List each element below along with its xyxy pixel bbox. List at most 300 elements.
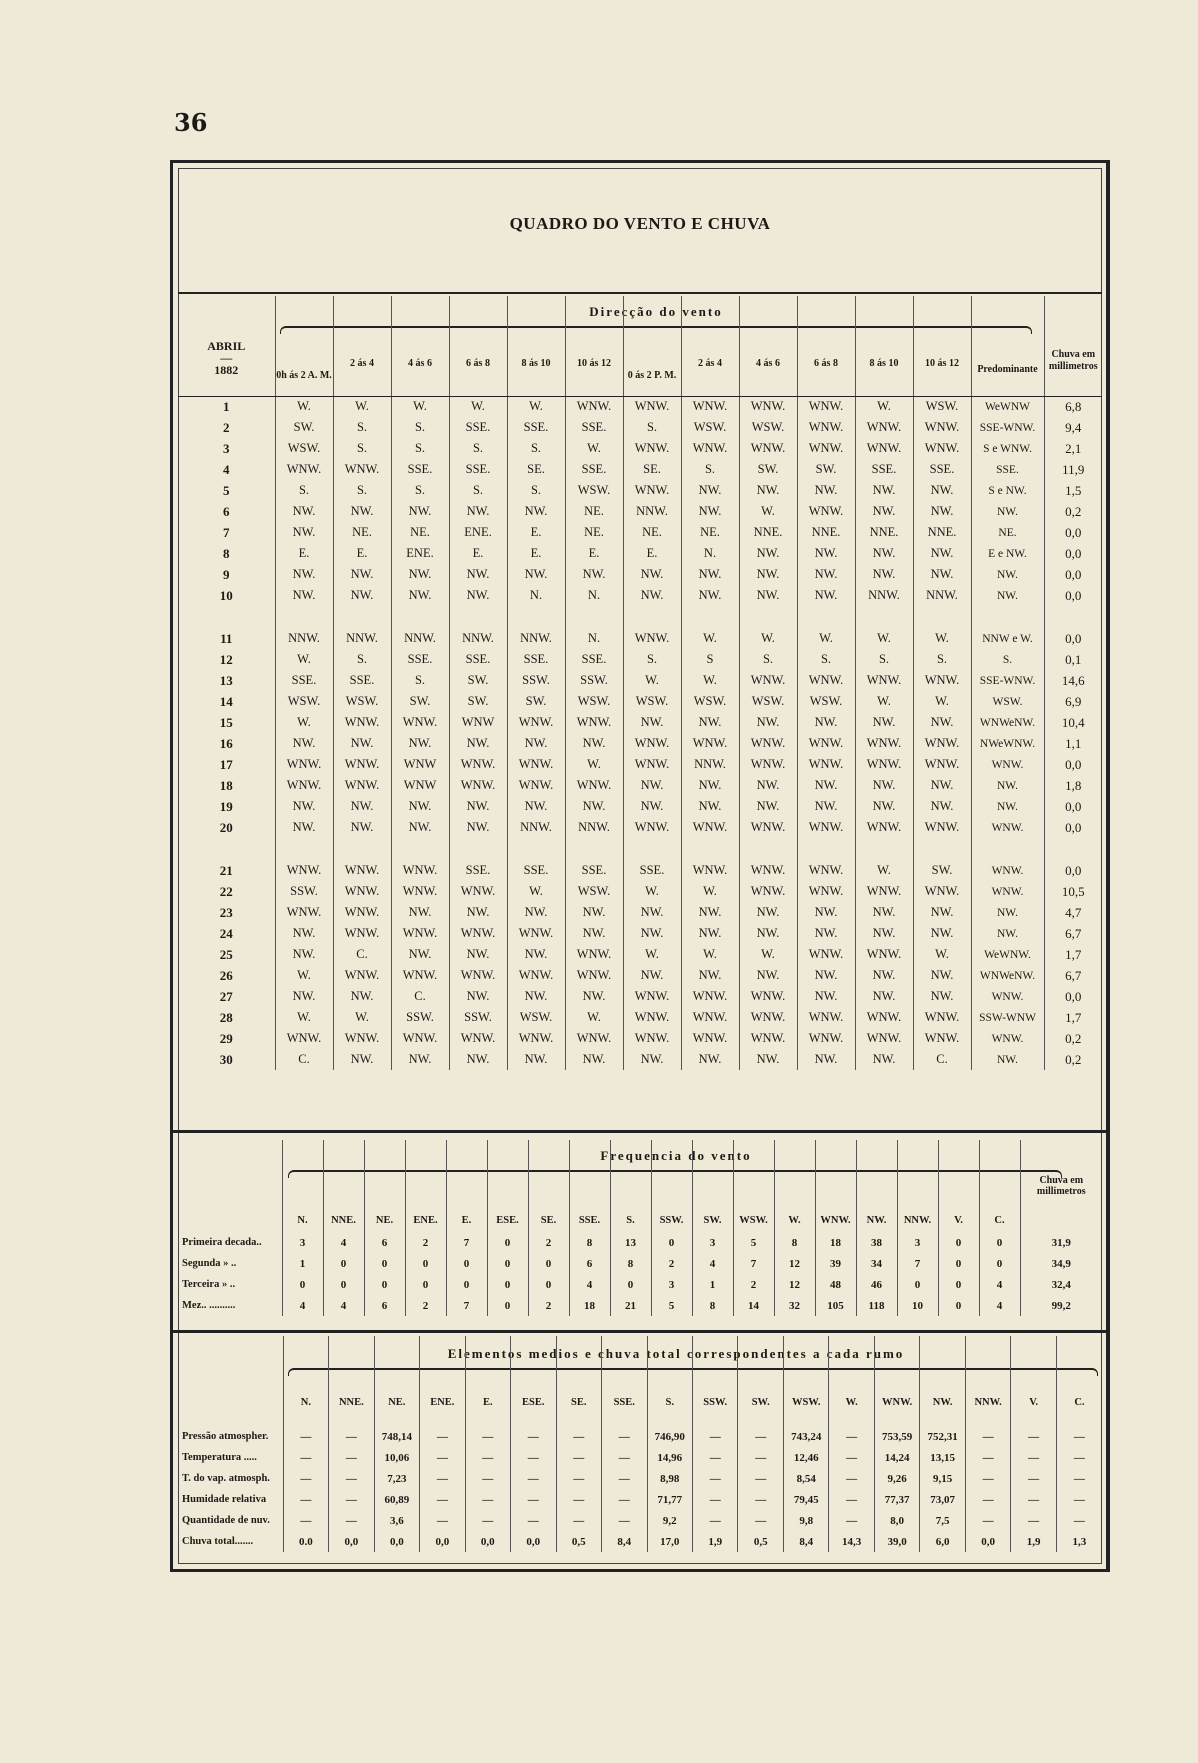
direction-cell: SW. bbox=[913, 860, 971, 881]
table-row bbox=[178, 438, 1102, 459]
elements-cell: 13,15 bbox=[920, 1447, 965, 1468]
elements-cell: — bbox=[602, 1489, 647, 1510]
day-cell: 29 bbox=[178, 1028, 275, 1049]
col-header-1: 2 ás 4 bbox=[333, 296, 391, 396]
decade-gap-row bbox=[178, 838, 1102, 860]
day-cell: 15 bbox=[178, 712, 275, 733]
elements-cell: — bbox=[283, 1510, 328, 1531]
direction-cell: SW. bbox=[391, 691, 449, 712]
elements-cell: — bbox=[420, 1426, 465, 1447]
direction-cell: WNW. bbox=[739, 438, 797, 459]
elements-cell: 0,5 bbox=[738, 1531, 783, 1552]
table-row bbox=[178, 1426, 1102, 1447]
direction-cell: NE. bbox=[623, 522, 681, 543]
rain-cell: 0,0 bbox=[1065, 587, 1082, 603]
direction-cell: E. bbox=[449, 543, 507, 564]
col-header-7: 2 ás 4 bbox=[681, 296, 739, 396]
gap-cell bbox=[623, 606, 681, 628]
direction-cell: NNW. bbox=[565, 817, 623, 838]
direction-cell: WNW. bbox=[565, 965, 623, 986]
predominant-cell: SSE. bbox=[971, 459, 1044, 480]
direction-cell: NW. bbox=[449, 944, 507, 965]
direction-cell: S. bbox=[681, 459, 739, 480]
elements-cell: 0,0 bbox=[511, 1531, 556, 1552]
direction-cell: SSE. bbox=[449, 417, 507, 438]
elements-row-label: Chuva total....... bbox=[178, 1531, 283, 1552]
direction-cell: WNW. bbox=[333, 1028, 391, 1049]
direction-cell: W. bbox=[565, 754, 623, 775]
frequency-cell: 3 bbox=[282, 1232, 323, 1253]
direction-cell: WNW. bbox=[275, 754, 333, 775]
direction-cell: WNW. bbox=[333, 902, 391, 923]
frequency-cell: 0 bbox=[651, 1232, 692, 1253]
direction-cell: WNW. bbox=[391, 881, 449, 902]
direction-cell: WNW. bbox=[565, 944, 623, 965]
direction-cell: WNW. bbox=[333, 775, 391, 796]
elements-direction-header: E. bbox=[465, 1336, 510, 1426]
frequency-direction-header: E. bbox=[446, 1140, 487, 1232]
elements-row-label: Pressão atmospher. bbox=[178, 1426, 283, 1447]
wind-header-rule bbox=[178, 396, 1102, 397]
direction-cell: W. bbox=[507, 881, 565, 902]
direction-cell: WNW. bbox=[739, 860, 797, 881]
direction-cell: NW. bbox=[391, 564, 449, 585]
direction-cell: SSE. bbox=[565, 459, 623, 480]
direction-cell: NNW. bbox=[333, 628, 391, 649]
rain-cell: 6,8 bbox=[1065, 398, 1082, 414]
direction-cell: WNW. bbox=[507, 775, 565, 796]
elements-cell: — bbox=[420, 1510, 465, 1531]
direction-cell: W. bbox=[797, 628, 855, 649]
direction-cell: NW. bbox=[797, 1049, 855, 1070]
frequency-cell: 10 bbox=[897, 1295, 938, 1316]
direction-cell: WNW. bbox=[623, 396, 681, 417]
rain-cell: 10,4 bbox=[1061, 714, 1085, 730]
day-cell: 23 bbox=[178, 902, 275, 923]
direction-cell: WNW. bbox=[333, 860, 391, 881]
direction-cell: NW. bbox=[855, 923, 913, 944]
day-cell: 20 bbox=[178, 817, 275, 838]
gap-cell bbox=[449, 606, 507, 628]
direction-cell: W. bbox=[681, 670, 739, 691]
table-row bbox=[178, 1468, 1102, 1489]
direction-cell: WNW. bbox=[913, 733, 971, 754]
direction-cell: NW. bbox=[855, 965, 913, 986]
col-header-9: 6 ás 8 bbox=[797, 296, 855, 396]
frequency-cell: 21 bbox=[610, 1295, 651, 1316]
direction-cell: E. bbox=[507, 522, 565, 543]
direction-cell: NW. bbox=[565, 1049, 623, 1070]
frequency-cell: 2 bbox=[733, 1274, 774, 1295]
direction-cell: WNW. bbox=[855, 1007, 913, 1028]
direction-cell: WNW. bbox=[681, 860, 739, 881]
direction-cell: NW. bbox=[739, 480, 797, 501]
direction-cell: WNW. bbox=[333, 881, 391, 902]
frequency-cell: 18 bbox=[815, 1232, 856, 1253]
table-row bbox=[178, 1489, 1102, 1510]
day-cell: 2 bbox=[178, 417, 275, 438]
frequency-direction-header: N. bbox=[282, 1140, 323, 1232]
direction-cell: NW. bbox=[681, 585, 739, 606]
elements-cell: — bbox=[738, 1468, 783, 1489]
frequency-cell: 14 bbox=[733, 1295, 774, 1316]
predominant-cell: S e WNW. bbox=[971, 438, 1044, 459]
day-cell: 16 bbox=[178, 733, 275, 754]
direction-cell: WNW. bbox=[797, 501, 855, 522]
direction-cell: SSW. bbox=[275, 881, 333, 902]
frequency-cell: 8 bbox=[569, 1232, 610, 1253]
direction-cell: NW. bbox=[797, 775, 855, 796]
frequency-cell: 7 bbox=[446, 1232, 487, 1253]
gap-cell bbox=[565, 838, 623, 860]
frequency-cell: 6 bbox=[364, 1295, 405, 1316]
direction-cell: C. bbox=[913, 1049, 971, 1070]
elements-cell: — bbox=[556, 1489, 601, 1510]
rain-header: Chuva em millimetros bbox=[1048, 349, 1098, 372]
frequency-cell: 5 bbox=[651, 1295, 692, 1316]
direction-cell: S. bbox=[449, 480, 507, 501]
col-header-5: 10 ás 12 bbox=[565, 296, 623, 396]
elements-cell: 73,07 bbox=[920, 1489, 965, 1510]
predominant-cell: WNW. bbox=[971, 986, 1044, 1007]
direction-cell: S. bbox=[913, 649, 971, 670]
direction-cell: W. bbox=[681, 944, 739, 965]
wind-section-title: Direcção do vento bbox=[589, 304, 723, 319]
title-rule bbox=[178, 292, 1102, 294]
direction-cell: WNW. bbox=[449, 965, 507, 986]
gap-cell bbox=[913, 606, 971, 628]
direction-cell: NW. bbox=[275, 923, 333, 944]
direction-cell: E. bbox=[565, 543, 623, 564]
direction-cell: S. bbox=[739, 649, 797, 670]
elements-header-row bbox=[178, 1336, 1102, 1426]
frequency-cell: 48 bbox=[815, 1274, 856, 1295]
elements-cell: — bbox=[1073, 1493, 1085, 1506]
direction-cell: SSE. bbox=[507, 417, 565, 438]
frequency-rain-cell: 32,4 bbox=[1051, 1278, 1071, 1291]
day-cell: 18 bbox=[178, 775, 275, 796]
direction-cell: SSE. bbox=[565, 417, 623, 438]
rain-cell: 10,5 bbox=[1061, 883, 1085, 899]
day-cell: 30 bbox=[178, 1049, 275, 1070]
direction-cell: WNW. bbox=[623, 1007, 681, 1028]
direction-cell: NW. bbox=[333, 501, 391, 522]
direction-cell: NW. bbox=[275, 585, 333, 606]
direction-cell: NW. bbox=[681, 564, 739, 585]
direction-cell: NW. bbox=[275, 817, 333, 838]
direction-cell: S. bbox=[507, 480, 565, 501]
direction-cell: S. bbox=[391, 438, 449, 459]
direction-cell: SW. bbox=[449, 670, 507, 691]
frequency-cell: 0 bbox=[405, 1274, 446, 1295]
direction-cell: WSW. bbox=[797, 691, 855, 712]
direction-cell: WNW bbox=[449, 712, 507, 733]
table-row bbox=[178, 923, 1102, 944]
elements-cell: — bbox=[692, 1489, 737, 1510]
day-cell: 27 bbox=[178, 986, 275, 1007]
elements-cell: — bbox=[692, 1510, 737, 1531]
direction-cell: WSW. bbox=[739, 691, 797, 712]
gap-cell bbox=[797, 838, 855, 860]
direction-cell: NW. bbox=[449, 733, 507, 754]
elements-cell: 17,0 bbox=[647, 1531, 692, 1552]
direction-cell: N. bbox=[507, 585, 565, 606]
frequency-cell: 2 bbox=[528, 1295, 569, 1316]
direction-cell: E. bbox=[507, 543, 565, 564]
direction-cell: WNW. bbox=[855, 670, 913, 691]
col-header-0: 0h ás 2 A. M. bbox=[275, 296, 333, 396]
direction-cell: NW. bbox=[275, 796, 333, 817]
rain-cell: 2,1 bbox=[1065, 440, 1082, 456]
elements-cell: — bbox=[283, 1447, 328, 1468]
rain-cell: 11,9 bbox=[1062, 461, 1085, 477]
frequency-cell: 0 bbox=[938, 1274, 979, 1295]
gap-cell bbox=[391, 838, 449, 860]
direction-cell: NW. bbox=[739, 564, 797, 585]
direction-cell: S. bbox=[391, 417, 449, 438]
day-cell: 3 bbox=[178, 438, 275, 459]
gap-cell bbox=[739, 606, 797, 628]
elements-cell: — bbox=[329, 1447, 374, 1468]
predominant-cell: E e NW. bbox=[971, 543, 1044, 564]
table-row bbox=[178, 1531, 1102, 1552]
frequency-direction-header: NNE. bbox=[323, 1140, 364, 1232]
elements-row-label: Humidade relativa bbox=[178, 1489, 283, 1510]
direction-cell: NW. bbox=[855, 986, 913, 1007]
direction-cell: NW. bbox=[275, 501, 333, 522]
frequency-direction-header: SW. bbox=[692, 1140, 733, 1232]
frequency-cell: 0 bbox=[528, 1274, 569, 1295]
frequency-cell: 4 bbox=[569, 1274, 610, 1295]
predominant-cell: SSW-WNW bbox=[971, 1007, 1044, 1028]
direction-cell: WNW. bbox=[855, 438, 913, 459]
direction-cell: NNW. bbox=[913, 585, 971, 606]
frequency-rain-cell: 31,9 bbox=[1051, 1236, 1071, 1249]
direction-cell: NW. bbox=[913, 775, 971, 796]
direction-cell: W. bbox=[391, 396, 449, 417]
elements-cell: 8,98 bbox=[647, 1468, 692, 1489]
frequency-direction-header: NE. bbox=[364, 1140, 405, 1232]
direction-cell: NW. bbox=[449, 1049, 507, 1070]
direction-cell: NW. bbox=[797, 564, 855, 585]
frequency-row-label: Terceira » .. bbox=[178, 1274, 282, 1295]
direction-cell: WSW. bbox=[565, 881, 623, 902]
day-cell: 26 bbox=[178, 965, 275, 986]
frequency-cell: 0 bbox=[446, 1253, 487, 1274]
elements-row-label: T. do vap. atmosph. bbox=[178, 1468, 283, 1489]
frequency-direction-header: WSW. bbox=[733, 1140, 774, 1232]
frequency-rain-header: Chuva em millimetros bbox=[1036, 1175, 1086, 1197]
direction-cell: WNW. bbox=[507, 712, 565, 733]
col-header-2: 4 ás 6 bbox=[391, 296, 449, 396]
elements-cell: 0,0 bbox=[465, 1531, 510, 1552]
elements-cell: 14,96 bbox=[647, 1447, 692, 1468]
direction-cell: W. bbox=[681, 881, 739, 902]
direction-cell: W. bbox=[739, 501, 797, 522]
direction-cell: W. bbox=[855, 691, 913, 712]
direction-cell: SE. bbox=[623, 459, 681, 480]
direction-cell: E. bbox=[623, 543, 681, 564]
frequency-cell: 4 bbox=[323, 1232, 364, 1253]
frequency-cell: 4 bbox=[282, 1295, 323, 1316]
direction-cell: WNW. bbox=[449, 754, 507, 775]
rain-cell: 0,0 bbox=[1065, 862, 1082, 878]
table-row bbox=[178, 670, 1102, 691]
predominant-cell: SSE-WNW. bbox=[971, 417, 1044, 438]
predominant-cell: S. bbox=[971, 649, 1044, 670]
direction-cell: SSW. bbox=[507, 670, 565, 691]
direction-cell: NW. bbox=[797, 796, 855, 817]
direction-cell: NW. bbox=[623, 585, 681, 606]
direction-cell: WNW. bbox=[855, 417, 913, 438]
direction-cell: NW. bbox=[449, 564, 507, 585]
rain-cell: 0,1 bbox=[1065, 651, 1082, 667]
table-row bbox=[178, 396, 1102, 417]
predominant-cell: WNW. bbox=[971, 754, 1044, 775]
direction-cell: NW. bbox=[333, 1049, 391, 1070]
frequency-cell: 118 bbox=[856, 1295, 897, 1316]
elements-direction-header: ENE. bbox=[420, 1336, 465, 1426]
frequency-cell: 0 bbox=[323, 1253, 364, 1274]
direction-cell: NW. bbox=[681, 1049, 739, 1070]
direction-cell: WNW. bbox=[507, 1028, 565, 1049]
direction-cell: W. bbox=[739, 944, 797, 965]
direction-cell: SSE. bbox=[507, 649, 565, 670]
elements-cell: 71,77 bbox=[647, 1489, 692, 1510]
direction-cell: E. bbox=[333, 543, 391, 564]
frequency-cell: 7 bbox=[897, 1253, 938, 1274]
frequency-direction-header: ENE. bbox=[405, 1140, 446, 1232]
direction-cell: NW. bbox=[855, 712, 913, 733]
frequency-direction-header: SSE. bbox=[569, 1140, 610, 1232]
direction-cell: NW. bbox=[797, 902, 855, 923]
elements-cell: 6,0 bbox=[920, 1531, 965, 1552]
elements-cell: 9,8 bbox=[783, 1510, 828, 1531]
frequency-cell: 3 bbox=[651, 1274, 692, 1295]
day-cell: 14 bbox=[178, 691, 275, 712]
direction-cell: WSW. bbox=[565, 691, 623, 712]
direction-cell: NW. bbox=[275, 944, 333, 965]
elements-cell: 1,9 bbox=[1011, 1531, 1056, 1552]
direction-cell: S. bbox=[391, 480, 449, 501]
elements-cell: 1,9 bbox=[692, 1531, 737, 1552]
rain-cell: 1,7 bbox=[1065, 946, 1082, 962]
direction-cell: WSW. bbox=[275, 691, 333, 712]
page-number: 36 bbox=[174, 108, 208, 137]
direction-cell: C. bbox=[275, 1049, 333, 1070]
elements-cell: — bbox=[420, 1489, 465, 1510]
table-row bbox=[178, 712, 1102, 733]
direction-cell: WSW. bbox=[275, 438, 333, 459]
elements-cell: — bbox=[692, 1426, 737, 1447]
table-row bbox=[178, 796, 1102, 817]
direction-cell: NW. bbox=[739, 965, 797, 986]
elements-cell: 8,54 bbox=[783, 1468, 828, 1489]
direction-cell: NNW. bbox=[449, 628, 507, 649]
direction-cell: W. bbox=[855, 860, 913, 881]
frequency-cell: 0 bbox=[487, 1232, 528, 1253]
table-row bbox=[178, 1028, 1102, 1049]
frequency-cell: 13 bbox=[610, 1232, 651, 1253]
direction-cell: WNW. bbox=[391, 860, 449, 881]
frequency-cell: 0 bbox=[405, 1253, 446, 1274]
direction-cell: NW. bbox=[623, 923, 681, 944]
table-row bbox=[178, 1510, 1102, 1531]
elements-cell: — bbox=[329, 1510, 374, 1531]
elements-cell: 14,3 bbox=[829, 1531, 874, 1552]
direction-cell: WNW. bbox=[623, 733, 681, 754]
frequency-cell: 0 bbox=[487, 1274, 528, 1295]
direction-cell: SSE. bbox=[449, 459, 507, 480]
direction-cell: NW. bbox=[855, 775, 913, 796]
direction-cell: S. bbox=[797, 649, 855, 670]
direction-cell: SW. bbox=[739, 459, 797, 480]
direction-cell: NW. bbox=[913, 564, 971, 585]
direction-cell: NW. bbox=[333, 564, 391, 585]
elements-cell: — bbox=[738, 1447, 783, 1468]
frequency-cell: 7 bbox=[446, 1295, 487, 1316]
direction-cell: W. bbox=[913, 691, 971, 712]
direction-cell: NW. bbox=[623, 965, 681, 986]
direction-cell: WNW. bbox=[739, 986, 797, 1007]
rain-cell: 0,0 bbox=[1065, 798, 1082, 814]
direction-cell: NW. bbox=[565, 733, 623, 754]
elements-cell: 8,4 bbox=[602, 1531, 647, 1552]
day-cell: 13 bbox=[178, 670, 275, 691]
table-row bbox=[178, 944, 1102, 965]
direction-cell: WNW. bbox=[391, 712, 449, 733]
elements-cell: — bbox=[1073, 1472, 1085, 1485]
decade-gap-row bbox=[178, 606, 1102, 628]
direction-cell: WNW. bbox=[623, 986, 681, 1007]
direction-cell: NW. bbox=[565, 902, 623, 923]
direction-cell: NW. bbox=[449, 902, 507, 923]
direction-cell: WNW. bbox=[565, 1028, 623, 1049]
direction-cell: S. bbox=[275, 480, 333, 501]
direction-cell: NE. bbox=[333, 522, 391, 543]
direction-cell: WNW. bbox=[797, 733, 855, 754]
direction-cell: S. bbox=[449, 438, 507, 459]
gap-cell bbox=[681, 838, 739, 860]
direction-cell: WNW. bbox=[913, 881, 971, 902]
direction-cell: NNW. bbox=[507, 628, 565, 649]
direction-cell: W. bbox=[913, 628, 971, 649]
direction-cell: WNW. bbox=[449, 1028, 507, 1049]
direction-cell: NW. bbox=[507, 944, 565, 965]
day-cell: 24 bbox=[178, 923, 275, 944]
day-cell: 8 bbox=[178, 543, 275, 564]
elements-direction-header: NE. bbox=[374, 1336, 419, 1426]
frequency-cell: 4 bbox=[979, 1274, 1020, 1295]
elements-cell: — bbox=[829, 1510, 874, 1531]
direction-cell: NW. bbox=[507, 902, 565, 923]
direction-cell: C. bbox=[333, 944, 391, 965]
direction-cell: ENE. bbox=[391, 543, 449, 564]
frequency-cell: 32 bbox=[774, 1295, 815, 1316]
gap-cell bbox=[1044, 606, 1102, 628]
direction-cell: WNW. bbox=[275, 775, 333, 796]
elements-cell: 0,0 bbox=[374, 1531, 419, 1552]
col-header-predominant: Predominante bbox=[971, 296, 1044, 396]
direction-cell: SSE. bbox=[507, 860, 565, 881]
elements-cell: — bbox=[556, 1468, 601, 1489]
direction-cell: NW. bbox=[449, 986, 507, 1007]
direction-cell: WNW. bbox=[739, 1028, 797, 1049]
direction-cell: NW. bbox=[623, 1049, 681, 1070]
direction-cell: WNW. bbox=[507, 923, 565, 944]
elements-cell: 7,23 bbox=[374, 1468, 419, 1489]
predominant-cell: NW. bbox=[971, 1049, 1044, 1070]
